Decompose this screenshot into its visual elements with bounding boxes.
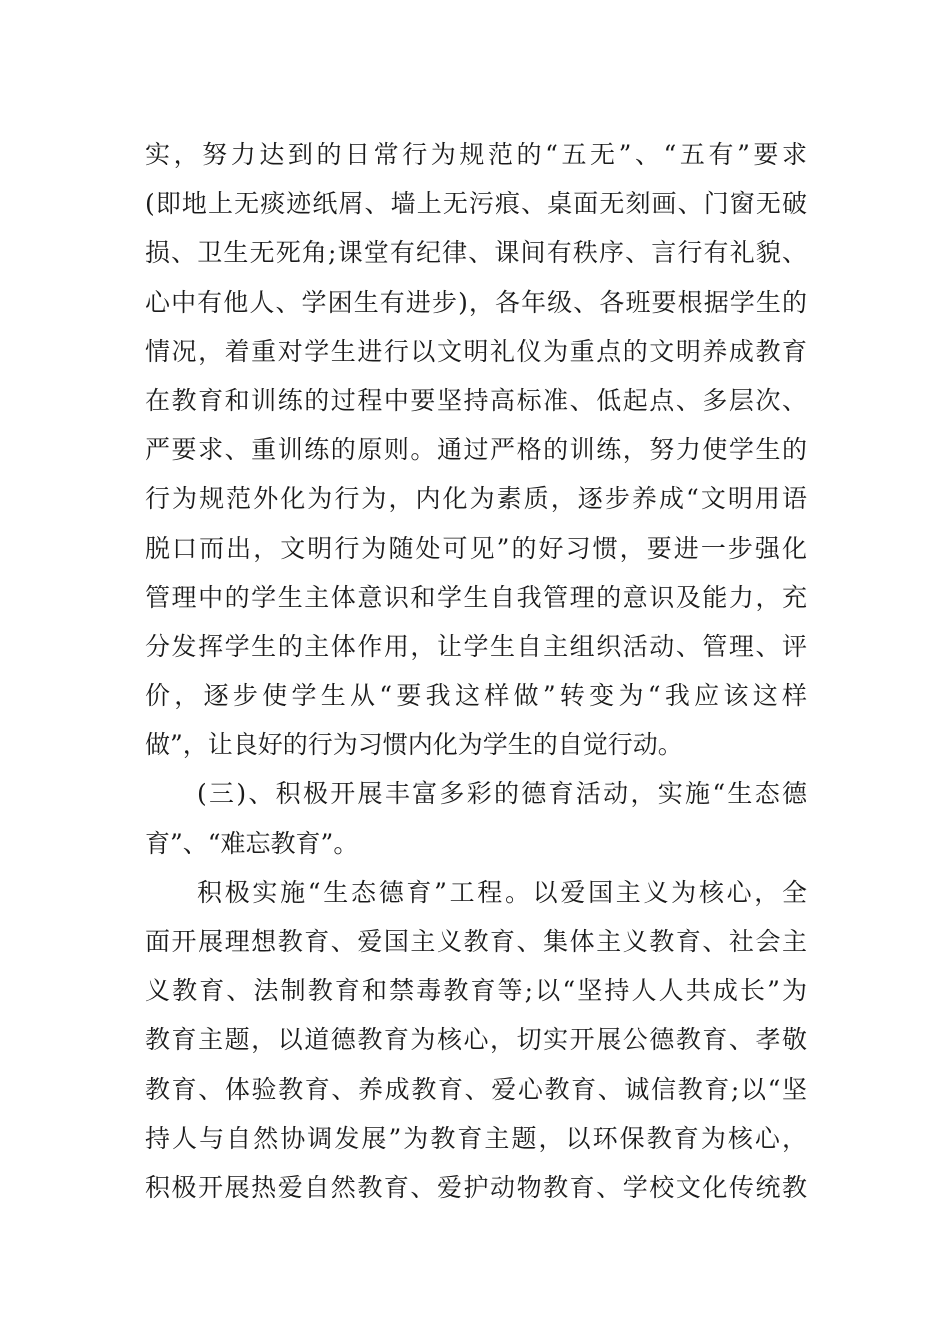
- text-line: 积极开展热爱自然教育、爱护动物教育、学校文化传统教: [145, 1172, 807, 1202]
- text-line: 面开展理想教育、爱国主义教育、集体主义教育、社会主: [145, 927, 807, 956]
- text-line: 积极实施“生态德育”工程。以爱国主义为核心，全: [197, 877, 807, 907]
- text-line: 实，努力达到的日常行为规范的“五无”、“五有”要求: [145, 140, 807, 169]
- text-line: 持人与自然协调发展”为教育主题，以环保教育为核心，: [145, 1123, 807, 1153]
- text-line: (即地上无痰迹纸屑、墙上无污痕、桌面无刻画、门窗无破: [145, 189, 807, 219]
- text-line: 教育、体验教育、养成教育、爱心教育、诚信教育;以“坚: [145, 1074, 807, 1104]
- document-body: [145, 130, 807, 1212]
- text-line: 严要求、重训练的原则。通过严格的训练，努力使学生的: [145, 435, 807, 465]
- text-line: 教育主题，以道德教育为核心，切实开展公德教育、孝敬: [145, 1025, 807, 1055]
- text-line: 行为规范外化为行为，内化为素质，逐步养成“文明用语: [145, 484, 807, 514]
- text-line: (三)、积极开展丰富多彩的德育活动，实施“生态德: [197, 779, 807, 809]
- text-line: 管理中的学生主体意识和学生自我管理的意识及能力，充: [145, 582, 807, 612]
- text-line: 在教育和训练的过程中要坚持高标准、低起点、多层次、: [145, 385, 807, 415]
- text-line: 育”、“难忘教育”。: [145, 828, 359, 858]
- text-line: 义教育、法制教育和禁毒教育等;以“坚持人人共成长”为: [145, 976, 807, 1006]
- text-line: 做”，让良好的行为习惯内化为学生的自觉行动。: [145, 730, 683, 760]
- text-line: 脱口而出，文明行为随处可见”的好习惯，要进一步强化: [145, 533, 807, 563]
- text-line: 心中有他人、学困生有进步)，各年级、各班要根据学生的: [145, 287, 807, 317]
- text-line: 情况，着重对学生进行以文明礼仪为重点的文明养成教育: [145, 336, 807, 366]
- text-line: 损、卫生无死角;课堂有纪律、课间有秩序、言行有礼貌、: [145, 238, 807, 268]
- text-line: 价，逐步使学生从“要我这样做”转变为“我应该这样: [145, 681, 807, 711]
- text-line: 分发挥学生的主体作用，让学生自主组织活动、管理、评: [145, 631, 807, 661]
